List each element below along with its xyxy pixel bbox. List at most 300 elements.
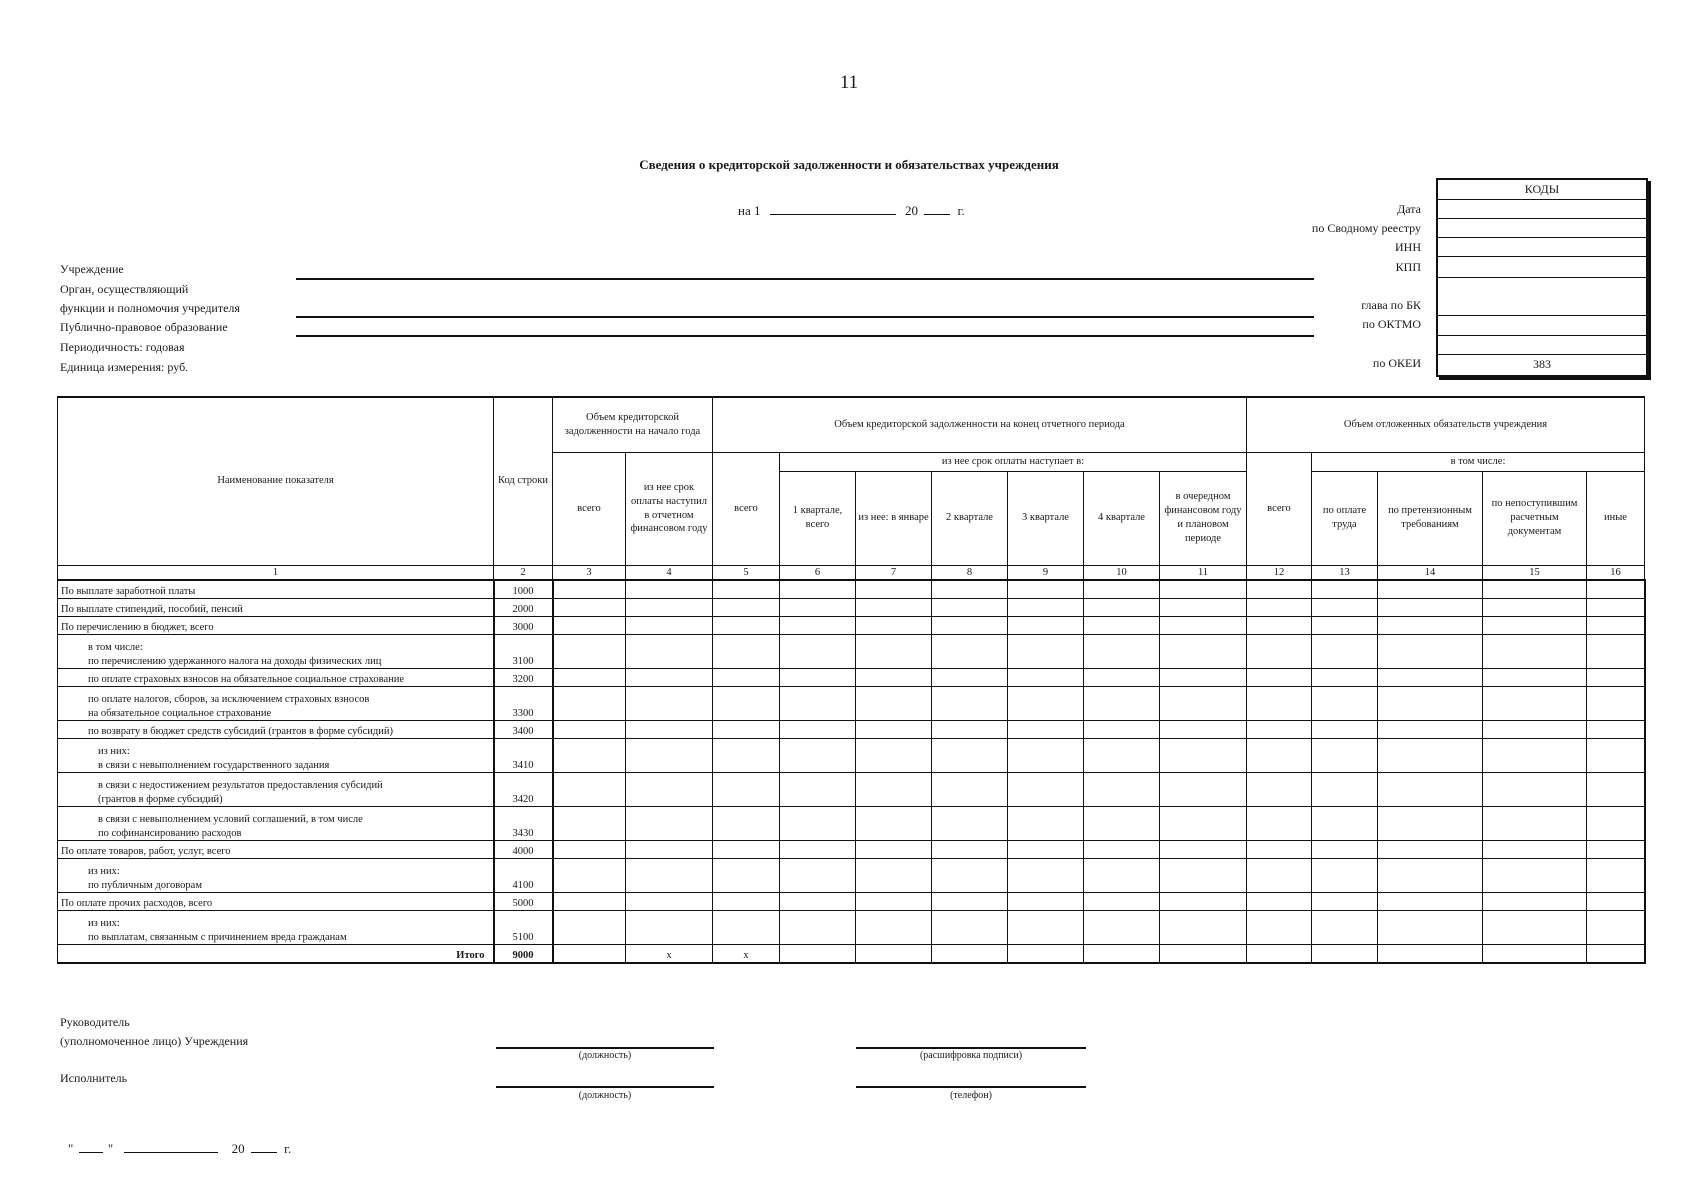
value-cell[interactable] [626,687,713,721]
value-cell[interactable] [1378,859,1483,893]
row-label-line2: По перечислению в бюджет, всего [61,621,214,633]
value-cell[interactable] [1483,599,1587,617]
value-cell[interactable] [1378,635,1483,669]
value-cell[interactable] [1312,911,1378,945]
value-cell[interactable] [780,669,856,687]
value-cell[interactable] [626,635,713,669]
column-number-cell: 7 [856,565,932,580]
header-incl: в том числе: [1312,452,1645,471]
row-label-line2: По оплате прочих расходов, всего [61,897,213,909]
table-row [58,617,1645,635]
column-number-cell: 11 [1160,565,1247,580]
value-cell[interactable] [1483,580,1587,599]
value-cell[interactable] [1483,859,1587,893]
header-jan: из нее: в январе [856,471,932,565]
row-code: 5000 [494,893,553,911]
value-cell[interactable] [780,599,856,617]
value-cell[interactable] [713,617,780,635]
value-cell[interactable] [856,580,932,599]
value-cell[interactable] [932,893,1008,911]
value-cell[interactable] [1483,841,1587,859]
value-cell[interactable] [932,859,1008,893]
value-cell[interactable] [1312,669,1378,687]
value-cell[interactable] [1084,859,1160,893]
row-code: 1000 [494,580,553,599]
value-cell[interactable] [1587,617,1645,635]
value-cell[interactable] [1247,599,1312,617]
table-row [58,893,1645,911]
total-value-cell[interactable] [1483,945,1587,964]
total-value-cell[interactable] [932,945,1008,964]
value-cell[interactable] [1160,841,1247,859]
value-cell[interactable] [1483,911,1587,945]
value-cell[interactable] [1247,911,1312,945]
row-label-line2: на обязательное социальное страхование [88,707,272,719]
label-public-entity: Публично-правовое образование [60,320,228,334]
value-cell[interactable] [1247,739,1312,773]
value-cell[interactable] [1312,859,1378,893]
code-cell-kpp[interactable] [1438,257,1646,278]
row-label-line2: По выплате стипендий, пособий, пенсий [61,603,243,615]
value-cell[interactable] [856,635,932,669]
public-entity-field[interactable] [296,335,1314,337]
value-cell[interactable] [626,859,713,893]
value-cell[interactable] [1378,841,1483,859]
page-number: 11 [839,72,859,93]
date-day-month-field[interactable] [770,201,896,215]
value-cell[interactable] [1378,721,1483,739]
value-cell[interactable] [713,580,780,599]
value-cell[interactable] [1160,721,1247,739]
value-cell[interactable] [626,580,713,599]
value-cell[interactable] [1008,599,1084,617]
value-cell[interactable] [1312,739,1378,773]
value-cell[interactable] [1312,807,1378,841]
value-cell[interactable] [1160,687,1247,721]
value-cell[interactable] [932,687,1008,721]
value-cell[interactable] [1587,580,1645,599]
row-code: 4100 [494,859,553,893]
column-number-cell: 8 [932,565,1008,580]
value-cell[interactable] [553,911,626,945]
value-cell[interactable] [1008,911,1084,945]
value-cell[interactable] [1084,617,1160,635]
value-cell[interactable] [780,580,856,599]
value-cell[interactable] [713,859,780,893]
value-cell[interactable] [553,859,626,893]
executor-phone-field[interactable] [856,1086,1086,1088]
header-wages: по оплате труда [1312,471,1378,565]
value-cell[interactable] [1084,841,1160,859]
row-code: 3000 [494,617,553,635]
value-cell[interactable] [1084,739,1160,773]
value-cell[interactable] [1008,859,1084,893]
label-head-line1: Руководитель [60,1015,130,1029]
value-cell[interactable] [553,807,626,841]
value-cell[interactable] [1008,841,1084,859]
form-title: Сведения о кредиторской задолженности и обязательствах учреждения [639,157,1059,172]
value-cell[interactable] [713,773,780,807]
value-cell[interactable] [713,669,780,687]
code-cell-okei: 383 [1533,357,1551,371]
value-cell[interactable] [856,859,932,893]
value-cell[interactable] [1483,893,1587,911]
code-cell-oktmo[interactable] [1438,316,1646,336]
row-label-line1: из них: [98,745,130,757]
value-cell[interactable] [856,739,932,773]
value-cell[interactable] [1312,841,1378,859]
value-cell[interactable] [626,807,713,841]
value-cell[interactable] [1084,721,1160,739]
date-prefix: на 1 [738,203,761,218]
value-cell[interactable] [1247,893,1312,911]
value-cell[interactable] [553,669,626,687]
value-cell[interactable] [1084,580,1160,599]
value-cell[interactable] [1587,687,1645,721]
value-cell[interactable] [553,687,626,721]
value-cell[interactable] [553,739,626,773]
value-cell[interactable] [1160,893,1247,911]
value-cell[interactable] [553,721,626,739]
value-cell[interactable] [1247,859,1312,893]
value-cell[interactable] [1247,773,1312,807]
value-cell[interactable] [1312,635,1378,669]
column-number-cell: 4 [626,565,713,580]
value-cell[interactable] [713,807,780,841]
value-cell[interactable] [1378,807,1483,841]
value-cell[interactable] [1084,893,1160,911]
value-cell[interactable] [1483,739,1587,773]
total-value-cell[interactable] [1008,945,1084,964]
value-cell[interactable] [1160,911,1247,945]
signature-month-field[interactable] [124,1139,218,1153]
value-cell[interactable] [626,911,713,945]
value-cell[interactable] [626,617,713,635]
column-number-cell: 9 [1008,565,1084,580]
value-cell[interactable] [1378,599,1483,617]
value-cell[interactable] [713,721,780,739]
value-cell[interactable] [1483,635,1587,669]
value-cell[interactable] [553,617,626,635]
row-label-line1: по оплате налогов, сборов, за исключением страховых взносов [88,693,370,705]
value-cell[interactable] [1378,739,1483,773]
value-cell[interactable] [1483,773,1587,807]
code-cell-blank[interactable] [1438,336,1646,355]
value-cell[interactable] [553,635,626,669]
signature-date-line [68,1139,291,1157]
value-cell[interactable] [932,841,1008,859]
value-cell[interactable] [1312,599,1378,617]
value-cell[interactable] [1587,739,1645,773]
value-cell[interactable] [932,739,1008,773]
row-label [58,739,494,773]
table-row [58,841,1645,859]
total-value-cell[interactable] [1160,945,1247,964]
value-cell[interactable] [1084,599,1160,617]
value-cell[interactable] [713,687,780,721]
signature-year-field[interactable] [251,1139,277,1153]
value-cell[interactable] [553,841,626,859]
code-cell-inn[interactable] [1438,238,1646,257]
column-number-cell: 1 [58,565,494,580]
signature-year-prefix: 20 [231,1141,245,1156]
value-cell[interactable] [856,893,932,911]
value-cell[interactable] [856,773,932,807]
value-cell[interactable] [1160,617,1247,635]
code-cell-registry[interactable] [1438,219,1646,238]
value-cell[interactable] [1312,893,1378,911]
value-cell[interactable] [1247,841,1312,859]
row-label-line2: по возврату в бюджет средств субсидий (грантов в форме субсидий) [88,725,393,737]
value-cell[interactable] [1483,687,1587,721]
value-cell[interactable] [1483,617,1587,635]
value-cell[interactable] [1008,721,1084,739]
value-cell[interactable] [1160,807,1247,841]
row-label-line1: в связи с невыполнением условий соглашений, в том числе [98,813,363,825]
value-cell[interactable] [1160,669,1247,687]
codes-box [1436,178,1648,377]
value-cell[interactable] [626,739,713,773]
table-row [58,739,1645,773]
column-number-cell: 13 [1312,565,1378,580]
row-label [58,893,494,911]
value-cell[interactable] [553,580,626,599]
value-cell[interactable] [713,911,780,945]
value-cell[interactable] [553,893,626,911]
value-cell[interactable] [1160,580,1247,599]
value-cell[interactable] [1247,669,1312,687]
value-cell[interactable] [1008,687,1084,721]
date-suffix: г. [957,203,965,218]
row-label-line2: по оплате страховых взносов на обязательное социальное страхование [88,673,405,685]
value-cell[interactable] [1312,617,1378,635]
value-cell[interactable] [780,617,856,635]
value-cell[interactable] [932,911,1008,945]
code-cell-bk[interactable] [1438,278,1646,316]
value-cell[interactable] [1587,721,1645,739]
label-organ-line1: Орган, осуществляющий [60,282,189,296]
value-cell[interactable] [1160,739,1247,773]
value-cell[interactable] [856,599,932,617]
date-year-prefix: 20 [904,203,918,218]
value-cell[interactable] [1160,859,1247,893]
row-label-line2: (грантов в форме субсидий) [98,793,223,805]
code-cell-date[interactable] [1438,200,1646,219]
value-cell[interactable] [1378,773,1483,807]
value-cell[interactable] [1084,807,1160,841]
table-row [58,580,1645,599]
value-cell[interactable] [932,773,1008,807]
row-label-line2: По выплате заработной платы [61,585,196,597]
value-cell[interactable] [1247,635,1312,669]
header-q2: 2 квартале [932,471,1008,565]
value-cell[interactable] [713,893,780,911]
value-cell[interactable] [713,841,780,859]
value-cell[interactable] [1483,807,1587,841]
label-executor: Исполнитель [60,1071,128,1085]
value-cell[interactable] [780,893,856,911]
value-cell[interactable] [553,599,626,617]
value-cell[interactable] [553,773,626,807]
organ-field[interactable] [296,316,1314,318]
value-cell[interactable] [1312,721,1378,739]
value-cell[interactable] [780,773,856,807]
value-cell[interactable] [1008,617,1084,635]
signature-day-field[interactable] [79,1139,103,1153]
value-cell[interactable] [1587,599,1645,617]
value-cell[interactable] [626,773,713,807]
value-cell[interactable] [1378,911,1483,945]
value-cell[interactable] [1160,599,1247,617]
value-cell[interactable] [1084,687,1160,721]
value-cell[interactable] [1587,841,1645,859]
value-cell[interactable] [1378,669,1483,687]
value-cell[interactable] [1008,807,1084,841]
value-cell[interactable] [856,617,932,635]
value-cell[interactable] [626,721,713,739]
value-cell[interactable] [780,807,856,841]
value-cell[interactable] [1160,635,1247,669]
row-label [58,580,494,599]
value-cell[interactable] [1247,580,1312,599]
row-code: 2000 [494,599,553,617]
value-cell[interactable] [1084,773,1160,807]
value-cell[interactable] [1247,617,1312,635]
value-cell[interactable] [1587,807,1645,841]
header-deferred-group: Объем отложенных обязательств учреждения [1247,397,1645,452]
table-row [58,669,1645,687]
institution-field[interactable] [296,278,1314,280]
value-cell[interactable] [1084,669,1160,687]
value-cell[interactable] [1483,669,1587,687]
value-cell[interactable] [1312,773,1378,807]
value-cell[interactable] [1587,635,1645,669]
value-cell[interactable] [1008,669,1084,687]
value-cell[interactable] [1084,635,1160,669]
value-cell[interactable] [780,687,856,721]
table-row [58,635,1645,669]
value-cell[interactable] [1587,893,1645,911]
value-cell[interactable] [1247,807,1312,841]
value-cell[interactable] [1587,669,1645,687]
value-cell[interactable] [1084,911,1160,945]
value-cell[interactable] [932,635,1008,669]
head-decoding-field[interactable] [856,1047,1086,1049]
executor-position-field[interactable] [496,1086,714,1088]
value-cell[interactable] [713,635,780,669]
date-year-field[interactable] [924,201,950,215]
header-end-group: Объем кредиторской задолженности на конец отчетного периода [713,397,1247,452]
column-number-cell: 12 [1247,565,1312,580]
row-label-line1: в том числе: [88,641,143,653]
value-cell[interactable] [1008,773,1084,807]
value-cell[interactable] [1378,893,1483,911]
value-cell[interactable] [1008,739,1084,773]
value-cell[interactable] [856,687,932,721]
total-value-cell[interactable] [856,945,932,964]
header-other: иные [1587,471,1645,565]
label-oktmo: по ОКТМО [1362,317,1421,331]
label-unit: Единица измерения: руб. [60,360,189,374]
value-cell[interactable] [932,669,1008,687]
value-cell[interactable] [856,911,932,945]
total-value-cell[interactable] [1247,945,1312,964]
label-bk: глава по БК [1361,298,1421,312]
value-cell[interactable] [1587,911,1645,945]
value-cell[interactable] [932,617,1008,635]
value-cell[interactable] [856,721,932,739]
report-date-line [738,201,965,219]
value-cell[interactable] [856,807,932,841]
value-cell[interactable] [780,721,856,739]
value-cell[interactable] [780,911,856,945]
value-cell[interactable] [856,841,932,859]
value-cell[interactable] [1378,617,1483,635]
value-cell[interactable] [713,599,780,617]
value-cell[interactable] [1378,580,1483,599]
value-cell[interactable] [780,635,856,669]
row-label [58,669,494,687]
column-numbers-row [58,565,1645,580]
value-cell[interactable] [1312,687,1378,721]
value-cell[interactable] [1008,635,1084,669]
table-row [58,807,1645,841]
value-cell[interactable] [1247,721,1312,739]
header-code: Код строки [494,397,553,565]
value-cell[interactable] [1483,721,1587,739]
header-q4: 4 квартале [1084,471,1160,565]
value-cell[interactable] [626,669,713,687]
value-cell[interactable] [856,669,932,687]
value-cell[interactable] [1312,580,1378,599]
value-cell[interactable] [1247,687,1312,721]
value-cell[interactable] [780,859,856,893]
value-cell[interactable] [626,893,713,911]
total-value-cell[interactable] [553,945,626,964]
column-number-cell: 3 [553,565,626,580]
value-cell[interactable] [780,841,856,859]
value-cell[interactable] [626,841,713,859]
header-docs: по непоступившим расчетным документам [1483,471,1587,565]
row-label-line1: в связи с недостижением результатов предоставления субсидий [98,779,383,791]
total-x-mark: х [626,945,713,964]
row-label [58,687,494,721]
value-cell[interactable] [932,599,1008,617]
value-cell[interactable] [713,739,780,773]
value-cell[interactable] [780,739,856,773]
total-value-cell[interactable] [1312,945,1378,964]
total-value-cell[interactable] [1378,945,1483,964]
value-cell[interactable] [1160,773,1247,807]
total-value-cell[interactable] [1084,945,1160,964]
row-label-line1: из них: [88,917,120,929]
value-cell[interactable] [1587,859,1645,893]
value-cell[interactable] [932,807,1008,841]
total-value-cell[interactable] [1587,945,1645,964]
header-end-due-group: из нее срок оплаты наступает в: [780,452,1247,471]
head-position-field[interactable] [496,1047,714,1049]
total-value-cell[interactable] [780,945,856,964]
value-cell[interactable] [932,580,1008,599]
value-cell[interactable] [1008,893,1084,911]
value-cell[interactable] [1587,773,1645,807]
value-cell[interactable] [1008,580,1084,599]
value-cell[interactable] [932,721,1008,739]
caption-position: (должность) [578,1050,632,1061]
value-cell[interactable] [1378,687,1483,721]
caption-phone: (телефон) [950,1090,992,1101]
value-cell[interactable] [626,599,713,617]
